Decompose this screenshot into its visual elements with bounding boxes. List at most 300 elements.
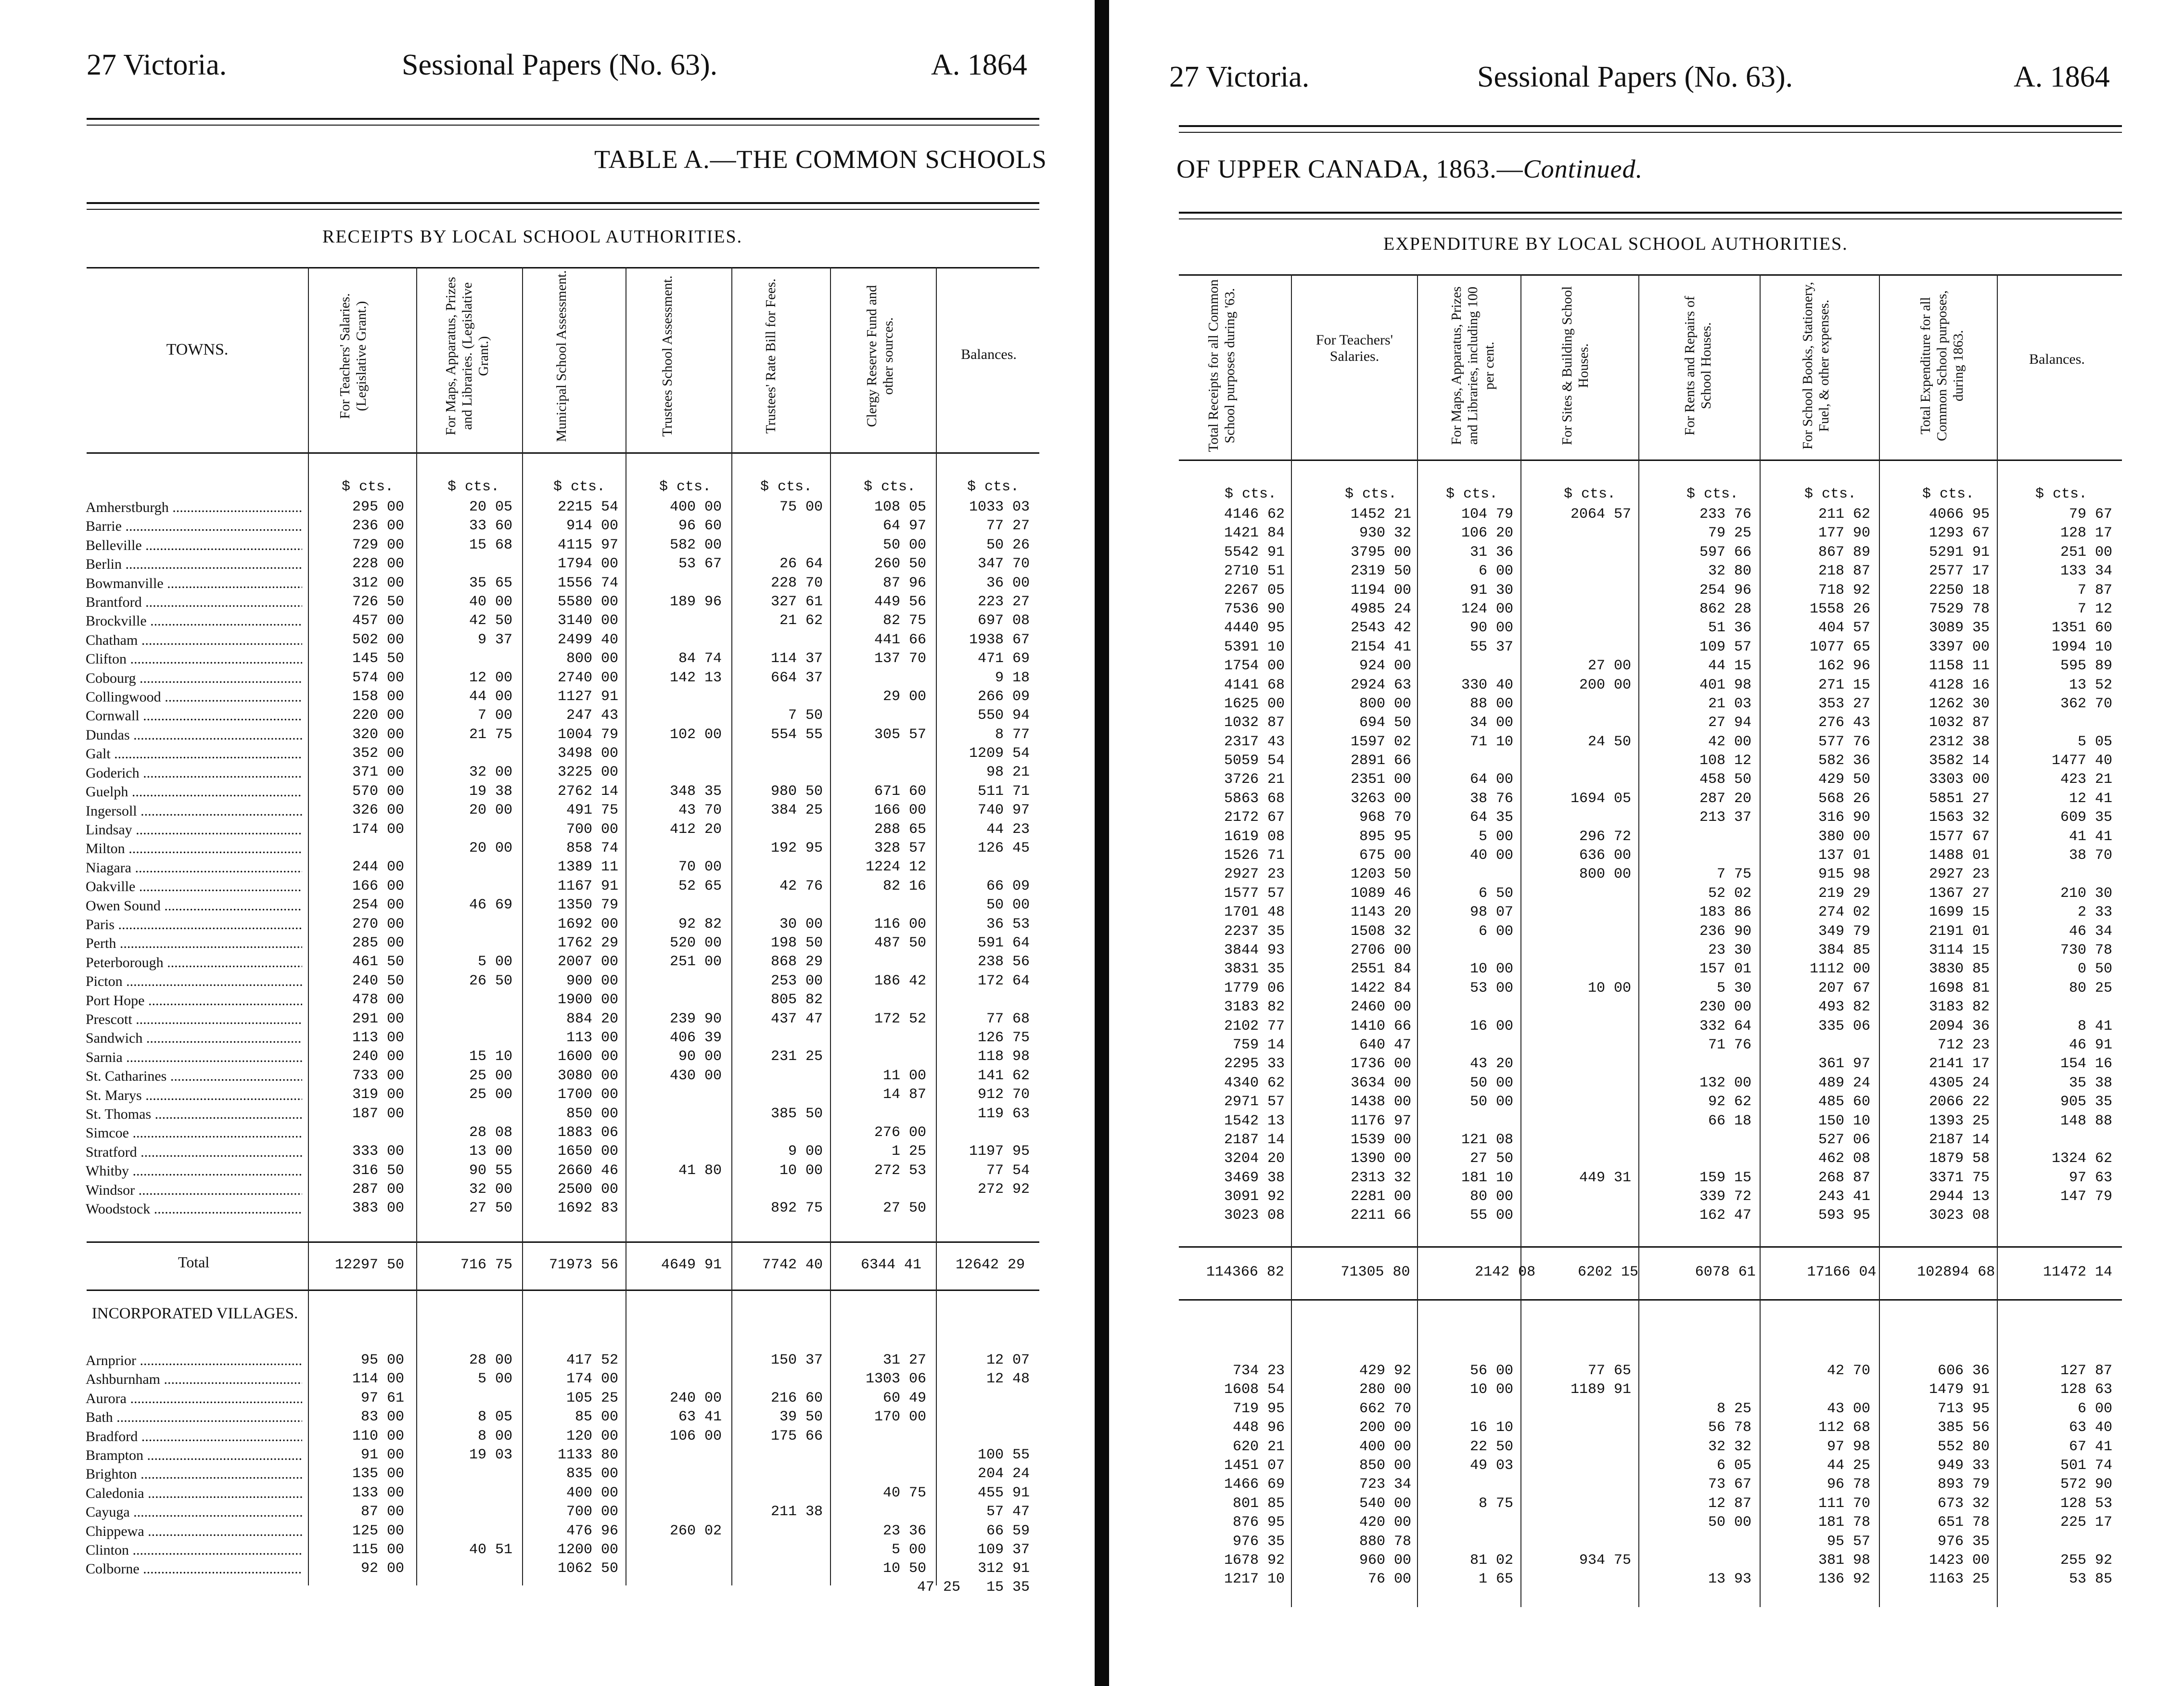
table-cell: 1197 95 xyxy=(969,1143,1030,1160)
table-cell xyxy=(626,972,722,991)
table-cell xyxy=(626,1446,722,1465)
table-cell xyxy=(626,763,722,782)
table-cell: 64 00 xyxy=(1469,771,1513,788)
table-cell: 7 12 xyxy=(2077,600,2112,617)
table-cell xyxy=(626,1351,722,1370)
table-cell xyxy=(1520,1093,1631,1111)
table-cell: 150 10 xyxy=(1818,1112,1870,1129)
table-cell xyxy=(1760,1036,1870,1055)
table-cell: 20 00 xyxy=(469,840,512,857)
table-cell: 3204 20 xyxy=(1224,1150,1285,1167)
table-cell: 50 00 xyxy=(986,897,1030,914)
table-cell xyxy=(416,1389,512,1408)
table-cell: 384 85 xyxy=(1818,942,1870,958)
table-cell: 1556 74 xyxy=(557,575,618,591)
table-cell: 253 00 xyxy=(770,972,823,989)
table-cell: 40 00 xyxy=(1469,847,1513,864)
table-cell: 5 00 xyxy=(477,954,512,971)
table-cell xyxy=(1520,1206,1631,1225)
col-teachers-legislative: For Teachers' Salaries. (Legislative Grant.) xyxy=(337,293,369,419)
table-cell xyxy=(830,763,926,782)
table-cell: 125 00 xyxy=(352,1522,404,1539)
table-cell: 406 39 xyxy=(669,1029,722,1046)
table-cell: 23 30 xyxy=(1708,942,1751,958)
table-cell: 157 01 xyxy=(1699,961,1751,978)
books-stationery-values xyxy=(1760,505,1870,1226)
table-cell: 502 00 xyxy=(352,631,404,648)
table-cell xyxy=(830,1105,926,1124)
table-cell: 712 23 xyxy=(1937,1036,1990,1053)
table-cell: 172 64 xyxy=(977,972,1030,989)
units-label: $ cts. xyxy=(1345,486,1397,502)
table-cell: 50 00 xyxy=(1708,1514,1751,1531)
table-cell: 949 33 xyxy=(1937,1457,1990,1474)
table-cell: 462 08 xyxy=(1818,1150,1870,1167)
total-bottom-rule xyxy=(87,1290,1039,1291)
table-cell: 236 00 xyxy=(352,518,404,535)
table-cell: 32 00 xyxy=(469,1181,512,1198)
total-top-rule xyxy=(1179,1246,2122,1248)
table-cell xyxy=(936,858,1030,877)
table-cell: 30 00 xyxy=(779,916,823,932)
table-cell: 233 76 xyxy=(1699,506,1751,523)
table-cell: 582 00 xyxy=(669,536,722,553)
row-label: Port Hope ..... xyxy=(86,991,302,1010)
table-cell: 2094 36 xyxy=(1929,1018,1990,1035)
table-cell: 511 71 xyxy=(977,783,1030,800)
table-cell xyxy=(626,574,722,593)
table-cell: 85 00 xyxy=(575,1409,618,1426)
table-cell: 5391 10 xyxy=(1224,639,1285,655)
table-cell: 71 10 xyxy=(1469,733,1513,750)
table-cell xyxy=(308,839,404,858)
table-cell: 352 00 xyxy=(352,745,404,762)
village-maps-values xyxy=(416,1351,512,1579)
sessional-papers-label: Sessional Papers (No. 63). xyxy=(1477,61,1793,93)
table-cell: 158 00 xyxy=(352,688,404,705)
row-label: Collingwood ..... xyxy=(86,688,302,706)
table-cell: 192 95 xyxy=(770,840,823,857)
table-cell: 1692 00 xyxy=(557,916,618,932)
table-cell xyxy=(1417,865,1513,884)
col-total-expenditure: Total Expenditure for all Common School purposes, during 1863. xyxy=(1918,290,1966,441)
table-cell: 700 00 xyxy=(566,821,618,838)
col-municipal-assessment: Municipal School Assessment. xyxy=(554,270,569,442)
table-cell: 218 87 xyxy=(1818,563,1870,580)
table-cell: 27 50 xyxy=(469,1200,512,1217)
table-cell xyxy=(1520,922,1631,941)
table-cell: 147 79 xyxy=(2060,1188,2112,1205)
table-cell: 976 35 xyxy=(1232,1533,1285,1550)
table-cell: 1167 91 xyxy=(557,878,618,894)
table-cell xyxy=(731,1559,823,1578)
table-cell: 126 45 xyxy=(977,840,1030,857)
table-cell: 80 00 xyxy=(1469,1188,1513,1205)
table-cell: 2064 57 xyxy=(1570,506,1631,523)
table-cell: 230 00 xyxy=(1699,999,1751,1016)
table-cell: 3140 00 xyxy=(557,613,618,629)
table-cell xyxy=(1520,1418,1631,1437)
table-cell xyxy=(308,1124,404,1142)
table-cell xyxy=(416,934,512,953)
table-cell xyxy=(830,896,926,915)
table-cell: 493 82 xyxy=(1818,999,1870,1016)
table-cell: 1089 46 xyxy=(1350,885,1411,902)
table-cell: 55 00 xyxy=(1469,1207,1513,1224)
table-cell: 1262 30 xyxy=(1929,695,1990,712)
row-label: Clinton ..... xyxy=(86,1541,302,1559)
row-label: Prescott ..... xyxy=(86,1010,302,1029)
table-cell: 109 57 xyxy=(1699,639,1751,655)
header-bottom-rule xyxy=(1179,460,2122,461)
table-cell: 597 66 xyxy=(1699,544,1751,561)
table-cell: 455 91 xyxy=(977,1484,1030,1501)
table-cell: 1176 97 xyxy=(1350,1112,1411,1129)
title-rule xyxy=(87,202,1039,210)
table-cell: 108 12 xyxy=(1699,753,1751,769)
row-label: Brighton ..... xyxy=(86,1465,302,1483)
col-maps-prizes: For Maps, Apparatus, Prizes and Libraries, including 100 per cent. xyxy=(1449,286,1497,445)
table-cell: 2187 14 xyxy=(1224,1131,1285,1148)
table-cell xyxy=(1520,714,1631,732)
table-cell: 412 20 xyxy=(669,821,722,838)
row-label: Chippewa ..... xyxy=(86,1522,302,1541)
table-cell: 174 00 xyxy=(566,1371,618,1388)
table-cell: 1033 03 xyxy=(969,499,1030,515)
table-cell: 64 35 xyxy=(1469,809,1513,826)
table-cell xyxy=(626,612,722,630)
expenditure-totals xyxy=(1176,1263,2112,1282)
clergy-reserve-values xyxy=(830,498,926,1218)
table-cell: 361 97 xyxy=(1818,1056,1870,1073)
table-cell: 36 53 xyxy=(986,916,1030,932)
table-cell: 56 00 xyxy=(1469,1363,1513,1379)
table-cell: 1608 54 xyxy=(1224,1381,1285,1398)
table-cell: 32 00 xyxy=(469,764,512,781)
row-label: Amherstburgh ..... xyxy=(86,498,302,517)
total-value: 71305 80 xyxy=(1341,1264,1410,1280)
table-cell: 276 43 xyxy=(1818,715,1870,731)
table-cell: 640 47 xyxy=(1359,1036,1411,1053)
table-cell: 42 76 xyxy=(779,878,823,894)
table-cell: 63 41 xyxy=(678,1409,722,1426)
total-value: 71973 56 xyxy=(549,1257,618,1273)
table-cell: 1694 05 xyxy=(1570,790,1631,807)
row-label: Sandwich ..... xyxy=(86,1029,302,1047)
table-cell: 13 00 xyxy=(469,1143,512,1160)
table-cell: 485 60 xyxy=(1818,1094,1870,1111)
table-cell: 213 37 xyxy=(1699,809,1751,826)
table-cell xyxy=(1520,695,1631,714)
table-cell: 719 95 xyxy=(1232,1400,1285,1417)
table-cell: 4066 95 xyxy=(1929,506,1990,523)
table-cell: 4340 62 xyxy=(1224,1074,1285,1091)
table-cell: 449 56 xyxy=(874,593,926,610)
table-cell: 77 68 xyxy=(986,1010,1030,1027)
table-cell: 247 43 xyxy=(566,707,618,724)
table-cell: 7 00 xyxy=(477,707,512,724)
table-cell xyxy=(936,1389,1030,1408)
village-municipal-values xyxy=(522,1351,618,1579)
table-cell xyxy=(1520,1438,1631,1456)
table-cell xyxy=(1997,998,2112,1017)
table-cell: 2660 46 xyxy=(557,1162,618,1179)
table-cell: 9 00 xyxy=(788,1143,823,1160)
total-value: 7742 40 xyxy=(762,1257,823,1273)
table-cell: 36 00 xyxy=(986,575,1030,591)
table-cell: 2211 66 xyxy=(1350,1207,1411,1224)
table-cell xyxy=(1520,1513,1631,1532)
table-cell: 12 07 xyxy=(986,1352,1030,1368)
table-cell: 19 03 xyxy=(469,1446,512,1463)
table-cell: 80 25 xyxy=(2069,980,2112,996)
table-cell: 1367 27 xyxy=(1929,885,1990,902)
section-title: EXPENDITURE BY LOCAL SCHOOL AUTHORITIES. xyxy=(1383,234,1848,254)
table-cell: 187 00 xyxy=(352,1105,404,1122)
table-cell: 240 00 xyxy=(352,1048,404,1065)
table-cell xyxy=(1520,998,1631,1017)
table-cell xyxy=(731,1446,823,1465)
table-cell: 57 47 xyxy=(986,1504,1030,1520)
table-cell: 733 00 xyxy=(352,1067,404,1084)
table-cell: 154 16 xyxy=(2060,1056,2112,1073)
table-cell: 609 35 xyxy=(2060,809,2112,826)
table-cell: 662 70 xyxy=(1359,1400,1411,1417)
table-cell: 44 23 xyxy=(986,821,1030,838)
table-cell xyxy=(1520,543,1631,562)
table-cell: 260 02 xyxy=(669,1522,722,1539)
row-label: Clifton ..... xyxy=(86,650,302,668)
village-teachers-values xyxy=(1291,1362,1411,1589)
table-cell: 128 53 xyxy=(2060,1495,2112,1512)
table-cell: 1597 02 xyxy=(1350,733,1411,750)
maps-prizes-values xyxy=(1417,505,1513,1226)
table-cell xyxy=(731,1124,823,1142)
table-cell: 137 01 xyxy=(1818,847,1870,864)
table-cell: 135 00 xyxy=(352,1466,404,1482)
table-cell: 593 95 xyxy=(1818,1207,1870,1224)
row-label: Bath ..... xyxy=(86,1408,302,1427)
table-cell: 15 68 xyxy=(469,536,512,553)
table-cell xyxy=(1520,884,1631,903)
total-receipts-values xyxy=(1176,505,1285,1226)
table-cell: 91 00 xyxy=(360,1446,404,1463)
table-cell xyxy=(731,896,823,915)
table-cell: 1143 20 xyxy=(1350,904,1411,921)
row-label: Colborne ..... xyxy=(86,1559,302,1578)
table-cell: 10 00 xyxy=(1469,1381,1513,1398)
col-balances: Balances. xyxy=(961,346,1017,362)
table-cell: 718 92 xyxy=(1818,582,1870,599)
table-cell: 3582 14 xyxy=(1929,753,1990,769)
table-cell xyxy=(1520,960,1631,979)
col-clergy-reserve: Clergy Reserve Fund and other sources. xyxy=(864,285,896,427)
table-cell xyxy=(416,1559,512,1578)
table-cell: 577 76 xyxy=(1818,733,1870,750)
rents-repairs-values xyxy=(1638,505,1751,1226)
table-cell xyxy=(1638,1380,1751,1399)
table-cell: 132 00 xyxy=(1699,1074,1751,1091)
table-cell: 1 65 xyxy=(1478,1571,1513,1588)
total-label: Total xyxy=(178,1253,210,1271)
table-cell: 449 31 xyxy=(1579,1169,1631,1186)
col-total-receipts: Total Receipts for all Common School purposes during '63. xyxy=(1206,279,1238,452)
table-cell: 66 18 xyxy=(1708,1112,1751,1129)
table-cell: 915 98 xyxy=(1818,866,1870,883)
table-cell: 166 00 xyxy=(352,878,404,894)
table-cell: 16 00 xyxy=(1469,1018,1513,1035)
table-cell: 53 67 xyxy=(678,556,722,573)
table-cell: 228 70 xyxy=(770,575,823,591)
table-cell: 651 78 xyxy=(1937,1514,1990,1531)
table-cell: 381 98 xyxy=(1818,1552,1870,1569)
table-cell: 3498 00 xyxy=(557,745,618,762)
table-cell: 14 87 xyxy=(882,1086,926,1103)
table-cell: 50 00 xyxy=(1469,1094,1513,1111)
units-label: $ cts. xyxy=(2035,486,2088,502)
units-label: $ cts. xyxy=(1225,486,1277,502)
table-cell: 136 92 xyxy=(1818,1571,1870,1588)
table-cell: 114 00 xyxy=(352,1371,404,1388)
table-cell: 2215 54 xyxy=(557,499,618,515)
table-cell: 2351 00 xyxy=(1350,771,1411,788)
table-cell: 1736 00 xyxy=(1350,1056,1411,1073)
table-cell: 12 48 xyxy=(986,1371,1030,1388)
table-cell: 21 62 xyxy=(779,613,823,629)
table-cell: 66 59 xyxy=(986,1522,1030,1539)
table-cell: 124 00 xyxy=(1461,600,1513,617)
units-label: $ cts. xyxy=(1564,486,1616,502)
table-cell: 2187 14 xyxy=(1929,1131,1990,1148)
table-cell xyxy=(936,1427,1030,1446)
table-cell: 118 98 xyxy=(977,1048,1030,1065)
table-cell xyxy=(1997,1533,2112,1551)
table-cell xyxy=(731,517,823,536)
table-cell: 56 78 xyxy=(1708,1419,1751,1436)
table-cell xyxy=(731,1370,823,1389)
book-spine xyxy=(1095,0,1109,1686)
table-cell xyxy=(626,1180,722,1199)
table-cell xyxy=(1520,1017,1631,1036)
table-cell: 2312 38 xyxy=(1929,733,1990,750)
table-cell: 572 90 xyxy=(2060,1476,2112,1493)
table-cell: 2 33 xyxy=(2077,904,2112,921)
table-cell: 3830 85 xyxy=(1929,961,1990,978)
table-cell xyxy=(626,1105,722,1124)
table-cell: 10 00 xyxy=(779,1162,823,1179)
table-cell: 49 03 xyxy=(1469,1457,1513,1474)
table-cell: 552 80 xyxy=(1937,1438,1990,1455)
table-cell: 316 50 xyxy=(352,1162,404,1179)
table-cell: 383 00 xyxy=(352,1200,404,1217)
table-cell: 1994 10 xyxy=(2051,639,2112,655)
table-cell: 120 00 xyxy=(566,1428,618,1444)
table-cell: 2551 84 xyxy=(1350,961,1411,978)
table-cell xyxy=(936,991,1030,1009)
table-cell: 1 25 xyxy=(891,1143,926,1160)
table-cell: 150 37 xyxy=(770,1352,823,1368)
table-cell: 148 88 xyxy=(2060,1112,2112,1129)
table-cell: 174 00 xyxy=(352,821,404,838)
table-cell: 976 35 xyxy=(1937,1533,1990,1550)
table-title-text: OF UPPER CANADA, 1863.— xyxy=(1176,154,1523,183)
table-cell: 83 00 xyxy=(360,1409,404,1426)
table-cell xyxy=(1520,600,1631,619)
table-cell: 225 17 xyxy=(2060,1514,2112,1531)
table-cell xyxy=(416,1105,512,1124)
table-cell: 1077 65 xyxy=(1809,639,1870,655)
table-cell: 349 79 xyxy=(1818,923,1870,940)
table-cell: 21 75 xyxy=(469,726,512,743)
row-label: Whitby ..... xyxy=(86,1162,302,1180)
table-cell: 5 00 xyxy=(1478,828,1513,845)
table-cell: 70 00 xyxy=(678,859,722,876)
table-cell: 96 60 xyxy=(678,518,722,535)
row-label: Brantford ..... xyxy=(86,593,302,612)
table-cell: 385 56 xyxy=(1937,1419,1990,1436)
table-cell xyxy=(731,858,823,877)
table-cell: 1692 83 xyxy=(557,1200,618,1217)
table-cell: 726 50 xyxy=(352,593,404,610)
col-rate-bill: Trustees' Rate Bill for Fees. xyxy=(763,278,779,434)
table-cell xyxy=(626,896,722,915)
table-cell: 114 37 xyxy=(770,651,823,667)
table-cell: 21 03 xyxy=(1708,695,1751,712)
table-cell xyxy=(626,1086,722,1104)
table-cell: 95 00 xyxy=(360,1352,404,1368)
table-cell: 90 55 xyxy=(469,1162,512,1179)
table-cell: 582 36 xyxy=(1818,753,1870,769)
table-cell xyxy=(1520,1131,1631,1150)
table-cell xyxy=(731,820,823,839)
table-cell: 2927 23 xyxy=(1224,866,1285,883)
table-cell: 90 00 xyxy=(1469,620,1513,637)
total-bottom-rule xyxy=(1179,1299,2122,1301)
table-cell: 1466 69 xyxy=(1224,1476,1285,1493)
table-cell: 2460 00 xyxy=(1350,999,1411,1016)
table-cell xyxy=(1417,1475,1513,1494)
units-label: $ cts. xyxy=(1804,486,1857,502)
table-cell: 420 00 xyxy=(1359,1514,1411,1531)
table-cell: 26 50 xyxy=(469,972,512,989)
table-cell: 1678 92 xyxy=(1224,1552,1285,1569)
table-cell: 4440 95 xyxy=(1224,620,1285,637)
units-label: $ cts. xyxy=(659,479,712,495)
table-cell: 2710 51 xyxy=(1224,563,1285,580)
table-cell: 858 74 xyxy=(566,840,618,857)
table-cell xyxy=(731,1522,823,1541)
table-cell: 400 00 xyxy=(1359,1438,1411,1455)
table-cell: 1410 66 xyxy=(1350,1018,1411,1035)
table-cell xyxy=(731,1086,823,1104)
header-rule xyxy=(1179,125,2122,133)
table-cell: 111 70 xyxy=(1818,1495,1870,1512)
table-cell: 73 67 xyxy=(1708,1476,1751,1493)
village-total-receipts-values xyxy=(1176,1362,1285,1589)
table-cell: 2317 43 xyxy=(1224,733,1285,750)
title-rule xyxy=(1179,212,2122,219)
table-cell xyxy=(1520,941,1631,960)
table-cell: 568 26 xyxy=(1818,790,1870,807)
table-cell: 1163 25 xyxy=(1929,1571,1990,1588)
session-label: 27 Victoria. xyxy=(1169,61,1310,93)
units-label: $ cts. xyxy=(1446,486,1498,502)
table-cell: 10 00 xyxy=(1587,980,1631,996)
table-cell: 76 00 xyxy=(1367,1571,1411,1588)
table-cell: 12 41 xyxy=(2069,790,2112,807)
table-cell: 13 93 xyxy=(1708,1571,1751,1588)
village-expenditure-values xyxy=(1879,1362,1990,1589)
